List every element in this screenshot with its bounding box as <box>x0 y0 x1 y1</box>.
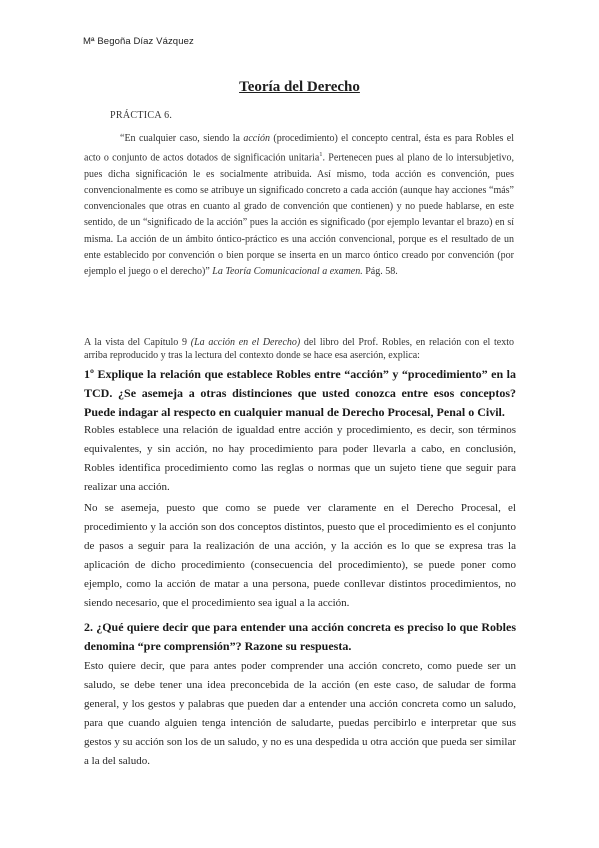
intro-text-2: del libro del Prof. Robles, en relación con el texto arriba reproducido y tras la lectura del contexto donde se hace esa aserción, explica: <box>84 337 515 361</box>
question-1: 1º Explique la relación que establece Robles entre “acción” y “procedimiento” en la TCD. ¿Se asemeja a otras distinciones que usted conozca entre esos conceptos? Puede indagar al respecto en cualquier manual de Derecho Procesal, Penal o Civil. <box>84 367 516 419</box>
intro-text-1: A la vista del Capítulo 9 <box>84 337 191 348</box>
quote-text-2: (procedimiento) el concepto central, ésta es para Robles el acto o conjunto de actos dotados de significación unitaria <box>84 133 515 164</box>
question-2: 2. ¿Qué quiere decir que para entender una acción concreta es preciso lo que Robles denomina “pre comprensión”? Razone su respuesta. <box>84 620 516 653</box>
footnote-marker: 1 <box>319 151 323 159</box>
quote-source: La Teoría Comunicacional a examen. <box>212 265 363 277</box>
quote-page: Pág. 58. <box>362 265 398 277</box>
answer-1-paragraph-1: Robles establece una relación de igualdad entre acción y procedimiento, es decir, son términos equivalentes, y sin acción, no hay procedimiento para poder llevarla a cabo, en conclusión, Robles identifica procedimiento como las reglas o normas que un sujeto tiene que seguir para realizar una acción. <box>84 424 516 493</box>
author-header: Mª Begoña Díaz Vázquez <box>83 36 194 47</box>
document-title: Teoría del Derecho <box>239 79 360 95</box>
practice-heading: PRÁCTICA 6. <box>110 110 173 121</box>
quote-text-3: . Pertenecen pues al plano de lo intersubjetivo, pues dicha significación le es socialmente atribuida. Así mismo, toda acción es convención, pues convencionalmente es como se atribuye un significado concreto a cada acción (aunque hay acciones “más” convencionales que otras en cuanto al grado de convención que contienen) y no puede hablarse, en este sentido, de un “significado de la acción” pues la acción es significado (por ejemplo levantar el brazo) en sí misma. La acción de un ámbito óntico-práctico es una acción convencional, porque es el resultado de un ente establecido por convención o bien porque se inserta en un marco óntico creado por convención (por ejemplo el juego o el derecho)” <box>84 152 514 277</box>
answer-1-paragraph-2: No se asemeja, puesto que como se puede ver claramente en el Derecho Procesal, el procedimiento y la acción son dos conceptos distintos, puesto que el procedimiento es el conjunto de pasos a seguir para la realización de una acción, y la acción es lo que se expresa tras la aplicación de dicho procedimiento (consecuencia del procedimiento), se puede poner como ejemplo, como la acción de matar a una persona, puede conllevar distintos procedimientos, no siendo necesario, que el procedimiento sea igual a la acción. <box>84 502 516 609</box>
answer-2-paragraph: Esto quiere decir, que para antes poder comprender una acción concreto, como puede ser un saludo, se debe tener una idea preconcebida de la acción (en este caso, de saludar de forma general, y los gestos y palabras que pueden dar a entender una acción concreta como un saludo, para que cuando alguien tenga intención de saludarte, puedas percibirlo e interpretar que sus gestos y su acción son los de un saludo, y no es una despedida u otra acción que pueda ser similar a la del saludo. <box>84 660 516 767</box>
quote-term-accion: acción <box>243 133 270 144</box>
quoted-passage <box>84 131 514 280</box>
instructions-paragraph <box>84 336 514 362</box>
intro-chapter: (La acción en el Derecho) <box>190 337 301 348</box>
quote-text-1: “En cualquier caso, siendo la <box>120 133 244 144</box>
